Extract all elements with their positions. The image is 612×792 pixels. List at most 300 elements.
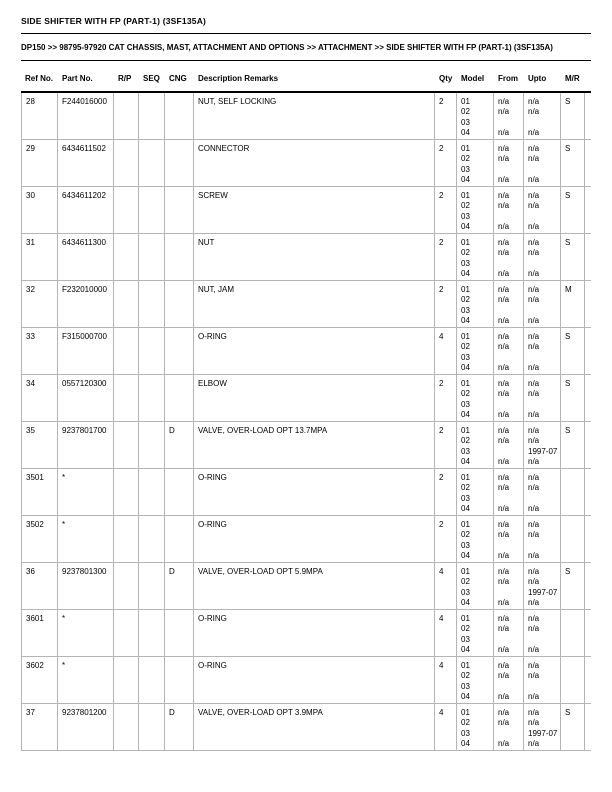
part-no-cell: F315000700 [58,328,114,374]
from-line: n/a [498,671,510,680]
model-cell [457,93,494,139]
table-row [21,469,591,516]
model-cell [457,704,494,750]
model-line: 01 [461,707,470,717]
part-no-cell: * [58,657,114,703]
seq-cell [139,140,165,186]
part-no-cell: * [58,610,114,656]
ref-no-cell: 34 [21,375,58,421]
rp-cell [114,234,139,280]
model-line: 02 [461,530,470,539]
seq-cell [139,563,165,609]
model-line: 01 [461,96,470,106]
model-line: 03 [461,164,470,174]
cng-cell [165,140,194,186]
model-line: 01 [461,425,470,435]
cng-cell [165,93,194,139]
rp-cell [114,704,139,750]
cng-cell [165,375,194,421]
from-line: n/a [498,566,510,576]
table-row [21,563,591,610]
upto-line [528,541,559,552]
model-cell [457,140,494,186]
description-cell: O-RING [194,469,435,515]
from-line: n/a [498,472,510,482]
description-cell: O-RING [194,657,435,703]
model-line: 04 [461,504,470,513]
mr-cell [561,516,585,562]
upto-line: n/a [528,175,540,184]
from-line: n/a [498,342,510,351]
rp-cell [114,281,139,327]
upto-line: n/a [528,190,540,200]
model-cell [457,610,494,656]
upto-line: n/a [528,566,540,576]
model-cell [457,281,494,327]
rp-cell [114,469,139,515]
ref-no-cell: 37 [21,704,58,750]
table-row [21,234,591,281]
mr-cell: S [561,563,585,609]
cng-cell [165,610,194,656]
from-line: n/a [498,483,510,492]
from-line: n/a [498,248,510,257]
description-cell: VALVE, OVER-LOAD OPT 3.9MPA [194,704,435,750]
upto-line: n/a [528,613,540,623]
model-line: 02 [461,436,470,445]
model-line: 01 [461,284,470,294]
upto-line: n/a [528,389,540,398]
upto-cell [524,328,561,374]
description-cell: O-RING [194,610,435,656]
description-cell: O-RING [194,516,435,562]
model-line: 02 [461,248,470,257]
upto-line: n/a [528,718,540,727]
model-line: 01 [461,143,470,153]
model-line: 01 [461,519,470,529]
upto-line [528,635,559,646]
qty-cell: 2 [435,516,457,562]
model-line: 02 [461,389,470,398]
model-line: 01 [461,472,470,482]
from-cell [494,610,524,656]
qty-cell: 2 [435,281,457,327]
from-line: n/a [498,284,510,294]
qty-cell: 4 [435,328,457,374]
model-line: 01 [461,613,470,623]
part-no-cell: * [58,516,114,562]
from-line: n/a [498,128,510,137]
mr-cell: S [561,93,585,139]
model-line: 03 [461,117,470,127]
ref-no-cell: 28 [21,93,58,139]
upto-line: n/a [528,577,540,586]
from-line [498,541,522,552]
model-cell [457,187,494,233]
from-line: n/a [498,175,510,184]
qty-cell: 4 [435,657,457,703]
model-line: 03 [461,399,470,409]
rp-cell [114,93,139,139]
part-no-cell: * [58,469,114,515]
part-no-cell: 6434611202 [58,187,114,233]
table-row [21,328,591,375]
from-line: n/a [498,504,510,513]
ref-no-cell: 31 [21,234,58,280]
description-cell: SCREW [194,187,435,233]
model-line: 02 [461,483,470,492]
cng-cell [165,187,194,233]
model-line: 03 [461,493,470,503]
part-no-cell: F232010000 [58,281,114,327]
from-cell [494,187,524,233]
upto-line: n/a [528,107,540,116]
from-cell [494,281,524,327]
upto-line: n/a [528,331,540,341]
from-line [498,635,522,646]
upto-line: n/a [528,201,540,210]
from-line: n/a [498,410,510,419]
table-row [21,375,591,422]
mr-cell: M [561,281,585,327]
upto-line [528,400,559,411]
cng-cell [165,657,194,703]
from-line [498,682,522,693]
table-row [21,187,591,234]
description-cell: O-RING [194,328,435,374]
from-line: n/a [498,519,510,529]
qty-cell: 4 [435,610,457,656]
from-line: n/a [498,295,510,304]
description-cell: CONNECTOR [194,140,435,186]
rp-cell [114,375,139,421]
upto-line: n/a [528,295,540,304]
from-cell [494,563,524,609]
from-line: n/a [498,613,510,623]
model-cell [457,516,494,562]
rp-cell [114,187,139,233]
model-cell [457,563,494,609]
from-line: n/a [498,436,510,445]
model-line: 04 [461,410,470,419]
model-line: 02 [461,624,470,633]
model-line: 03 [461,681,470,691]
upto-line: n/a [528,457,540,466]
upto-line: n/a [528,222,540,231]
description-cell: VALVE, OVER-LOAD OPT 13.7MPA [194,422,435,468]
upto-line: n/a [528,660,540,670]
upto-cell [524,187,561,233]
model-line: 01 [461,566,470,576]
from-line: n/a [498,269,510,278]
table-row [21,610,591,657]
from-line [498,588,522,599]
ref-no-cell: 29 [21,140,58,186]
from-line: n/a [498,425,510,435]
model-line: 02 [461,107,470,116]
upto-line: n/a [528,598,540,607]
from-line [498,212,522,223]
upto-line [528,494,559,505]
from-line: n/a [498,457,510,466]
from-cell [494,704,524,750]
from-cell [494,234,524,280]
from-line: n/a [498,154,510,163]
table-row [21,93,591,140]
upto-line: n/a [528,624,540,633]
from-line: n/a [498,577,510,586]
upto-line: n/a [528,342,540,351]
from-line: n/a [498,551,510,560]
ref-no-cell: 35 [21,422,58,468]
mr-cell: S [561,187,585,233]
from-line: n/a [498,190,510,200]
upto-cell [524,657,561,703]
header-rp: R/P [118,74,132,83]
from-line: n/a [498,363,510,372]
model-line: 02 [461,295,470,304]
cng-cell [165,328,194,374]
from-line: n/a [498,624,510,633]
upto-line: n/a [528,692,540,701]
from-line: n/a [498,201,510,210]
qty-cell: 4 [435,563,457,609]
from-line: n/a [498,237,510,247]
header-seq: SEQ [143,74,160,83]
upto-line: n/a [528,248,540,257]
model-cell [457,469,494,515]
upto-line: n/a [528,551,540,560]
model-line: 04 [461,363,470,372]
table-row [21,657,591,704]
page-title: SIDE SHIFTER WITH FP (PART-1) (3SF135A) [21,14,591,34]
from-line [498,118,522,129]
cng-cell [165,469,194,515]
seq-cell [139,93,165,139]
from-line [498,400,522,411]
upto-cell [524,234,561,280]
qty-cell: 2 [435,234,457,280]
from-line: n/a [498,378,510,388]
model-line: 04 [461,128,470,137]
upto-cell [524,516,561,562]
qty-cell: 2 [435,93,457,139]
ref-no-cell: 3501 [21,469,58,515]
upto-line [528,165,559,176]
upto-line: n/a [528,645,540,654]
cng-cell [165,234,194,280]
from-line: n/a [498,598,510,607]
from-cell [494,375,524,421]
from-line: n/a [498,645,510,654]
upto-line [528,353,559,364]
upto-line: n/a [528,739,540,748]
model-line: 04 [461,598,470,607]
model-line: 03 [461,587,470,597]
from-line [498,729,522,740]
from-line: n/a [498,316,510,325]
from-line: n/a [498,389,510,398]
model-line: 02 [461,671,470,680]
cng-cell: D [165,422,194,468]
header-upto: Upto [528,74,547,83]
from-line: n/a [498,530,510,539]
upto-cell [524,281,561,327]
seq-cell [139,657,165,703]
model-line: 04 [461,222,470,231]
upto-cell [524,469,561,515]
from-line: n/a [498,331,510,341]
model-cell [457,657,494,703]
upto-line: n/a [528,269,540,278]
upto-cell [524,140,561,186]
model-line: 03 [461,352,470,362]
ref-no-cell: 3602 [21,657,58,703]
cng-cell [165,516,194,562]
upto-line: n/a [528,154,540,163]
description-cell: NUT, JAM [194,281,435,327]
upto-line: n/a [528,284,540,294]
part-no-cell: F244016000 [58,93,114,139]
from-cell [494,93,524,139]
upto-cell [524,93,561,139]
upto-line [528,682,559,693]
rp-cell [114,422,139,468]
model-line: 04 [461,175,470,184]
upto-line: n/a [528,483,540,492]
from-cell [494,140,524,186]
parts-table [21,72,591,751]
model-cell [457,328,494,374]
part-no-cell: 9237801700 [58,422,114,468]
from-cell [494,422,524,468]
header-qty: Qty [439,74,453,83]
header-part-no: Part No. [62,74,93,83]
rp-cell [114,140,139,186]
upto-line [528,212,559,223]
table-header-row [21,72,591,93]
model-line: 04 [461,692,470,701]
header-model: Model [461,74,485,83]
from-line: n/a [498,96,510,106]
seq-cell [139,704,165,750]
upto-cell [524,704,561,750]
seq-cell [139,375,165,421]
part-no-cell: 6434611300 [58,234,114,280]
from-line: n/a [498,692,510,701]
model-line: 04 [461,645,470,654]
rp-cell [114,516,139,562]
table-row [21,516,591,563]
mr-cell: S [561,704,585,750]
rp-cell [114,563,139,609]
mr-cell: S [561,140,585,186]
seq-cell [139,234,165,280]
breadcrumb: DP150 >> 98795-97920 CAT CHASSIS, MAST, ATTACHMENT AND OPTIONS >> ATTACHMENT >> SIDE SHIFTER WITH FP (PART-1) (3SF135A) [21,34,591,61]
from-line [498,447,522,458]
upto-line: n/a [528,436,540,445]
upto-line [528,306,559,317]
from-line [498,165,522,176]
model-line: 03 [461,446,470,456]
seq-cell [139,610,165,656]
upto-line: n/a [528,316,540,325]
upto-line: n/a [528,504,540,513]
model-line: 01 [461,237,470,247]
mr-cell: S [561,234,585,280]
from-line: n/a [498,660,510,670]
model-line: 01 [461,378,470,388]
model-line: 01 [461,331,470,341]
mr-cell: S [561,328,585,374]
upto-cell [524,563,561,609]
model-line: 03 [461,540,470,550]
rp-cell [114,657,139,703]
part-no-cell: 9237801300 [58,563,114,609]
part-no-cell: 6434611502 [58,140,114,186]
model-line: 04 [461,269,470,278]
upto-line: n/a [528,671,540,680]
model-line: 04 [461,551,470,560]
description-cell: ELBOW [194,375,435,421]
from-cell [494,657,524,703]
seq-cell [139,516,165,562]
part-no-cell: 0557120300 [58,375,114,421]
table-row [21,140,591,187]
header-ref-no: Ref No. [25,74,53,83]
ref-no-cell: 3601 [21,610,58,656]
qty-cell: 2 [435,469,457,515]
upto-line: n/a [528,519,540,529]
qty-cell: 2 [435,422,457,468]
qty-cell: 2 [435,140,457,186]
model-line: 03 [461,728,470,738]
upto-line: n/a [528,128,540,137]
qty-cell: 2 [435,187,457,233]
rp-cell [114,328,139,374]
model-line: 02 [461,154,470,163]
model-cell [457,422,494,468]
header-cng: CNG [169,74,187,83]
mr-cell: S [561,422,585,468]
table-row [21,281,591,328]
from-line [498,306,522,317]
model-line: 03 [461,211,470,221]
ref-no-cell: 32 [21,281,58,327]
from-line [498,494,522,505]
from-line: n/a [498,707,510,717]
upto-cell [524,610,561,656]
upto-line: n/a [528,378,540,388]
ref-no-cell: 36 [21,563,58,609]
cng-cell: D [165,704,194,750]
upto-line: n/a [528,472,540,482]
model-line: 03 [461,305,470,315]
qty-cell: 2 [435,375,457,421]
model-cell [457,234,494,280]
mr-cell: S [561,375,585,421]
upto-line: n/a [528,237,540,247]
model-line: 02 [461,201,470,210]
qty-cell: 4 [435,704,457,750]
model-line: 04 [461,316,470,325]
mr-cell [561,610,585,656]
table-row [21,704,591,751]
header-from: From [498,74,518,83]
model-line: 02 [461,342,470,351]
seq-cell [139,328,165,374]
upto-line: n/a [528,425,540,435]
